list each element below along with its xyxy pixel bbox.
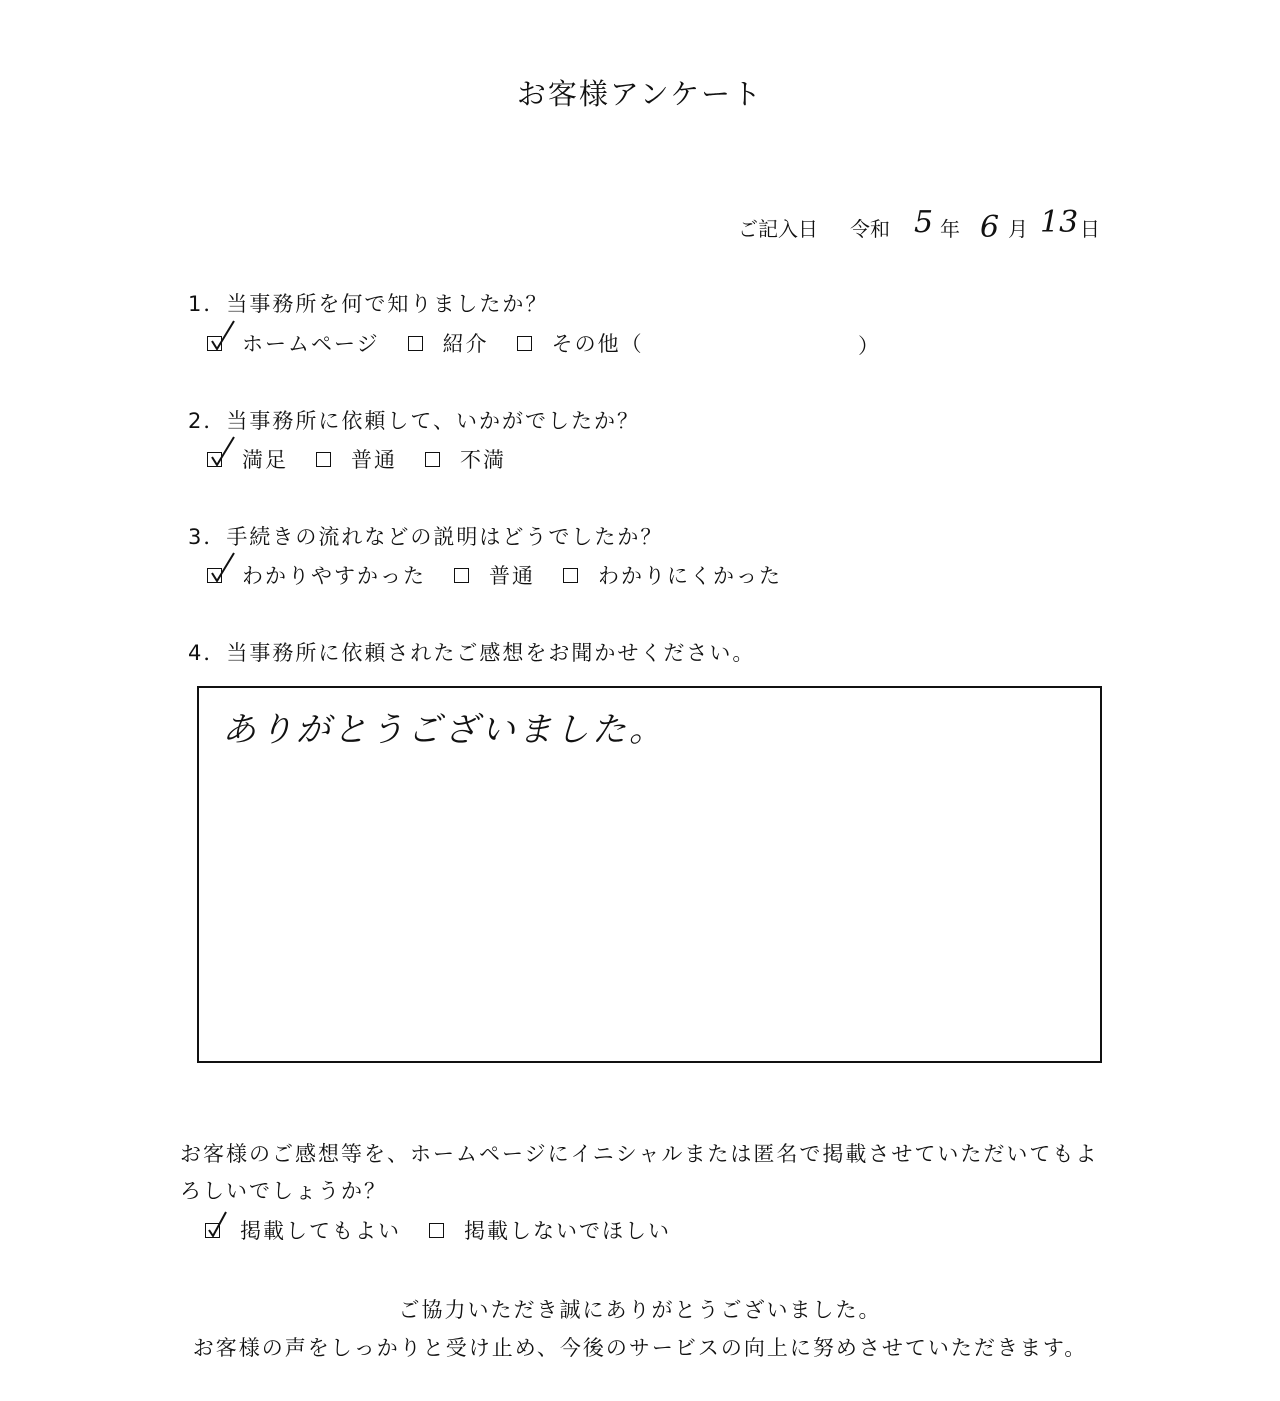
check-mark-icon — [208, 319, 238, 355]
publish-checkbox-yes[interactable] — [205, 1223, 220, 1238]
q1-other-close: ） — [858, 334, 881, 358]
question-1: 1．当事務所を何で知りましたか？ — [188, 292, 549, 316]
page-title: お客様アンケート — [516, 77, 764, 111]
check-mark-icon — [208, 435, 238, 471]
q3-checkbox-normal[interactable] — [454, 568, 469, 583]
q3-option-unclear: わかりにくかった — [598, 564, 782, 588]
question-1-options — [207, 328, 644, 358]
date-year-unit: 年 — [940, 217, 960, 241]
question-3-options — [207, 560, 782, 590]
q3-option-normal: 普通 — [489, 564, 535, 588]
check-mark-icon — [206, 1206, 236, 1242]
date-year: 5 — [914, 205, 934, 240]
footer-thanks: ご協力いただき誠にありがとうございました。 — [398, 1298, 882, 1322]
q2-checkbox-normal[interactable] — [316, 452, 331, 467]
publish-options — [205, 1215, 671, 1245]
q2-checkbox-dissatisfied[interactable] — [425, 452, 440, 467]
publish-question-line1: お客様のご感想等を、ホームページにイニシャルまたは匿名で掲載させていただいてもよ — [180, 1142, 1099, 1166]
q2-option-dissatisfied: 不満 — [460, 448, 506, 472]
publish-checkbox-no[interactable] — [429, 1223, 444, 1238]
date-label: ご記入日 — [738, 217, 818, 241]
q1-option-homepage: ホームページ — [242, 332, 380, 356]
date-day-unit: 日 — [1080, 217, 1100, 241]
date-day: 13 — [1040, 205, 1079, 240]
q3-option-clear: わかりやすかった — [242, 564, 426, 588]
q2-checkbox-satisfied[interactable] — [207, 452, 222, 467]
q1-option-referral: 紹介 — [442, 332, 489, 356]
q2-option-normal: 普通 — [351, 448, 397, 472]
date-era: 令和 — [850, 217, 890, 241]
q3-checkbox-clear[interactable] — [207, 568, 222, 583]
q1-checkbox-homepage[interactable] — [207, 336, 222, 351]
q3-checkbox-unclear[interactable] — [563, 568, 578, 583]
q1-checkbox-referral[interactable] — [408, 336, 423, 351]
question-4: 4．当事務所に依頼されたご感想をお聞かせください。 — [188, 641, 756, 665]
publish-option-yes: 掲載してもよい — [240, 1219, 401, 1243]
footer-message: お客様の声をしっかりと受け止め、今後のサービスの向上に努めさせていただきます。 — [192, 1336, 1088, 1360]
check-mark-icon — [208, 551, 238, 587]
question-2: 2．当事務所に依頼して、いかがでしたか？ — [188, 409, 640, 433]
q1-option-other: その他（ — [551, 332, 644, 356]
question-3: 3．手続きの流れなどの説明はどうでしたか？ — [188, 525, 664, 549]
question-2-options — [207, 444, 506, 474]
date-month-unit: 月 — [1008, 217, 1028, 241]
q2-option-satisfied: 満足 — [242, 448, 288, 472]
date-month: 6 — [980, 210, 1000, 245]
q1-checkbox-other[interactable] — [517, 336, 532, 351]
publish-question-line2: ろしいでしょうか？ — [180, 1179, 387, 1203]
comment-answer: ありがとうございました。 — [222, 710, 666, 750]
publish-option-no: 掲載しないでほしい — [464, 1219, 671, 1243]
